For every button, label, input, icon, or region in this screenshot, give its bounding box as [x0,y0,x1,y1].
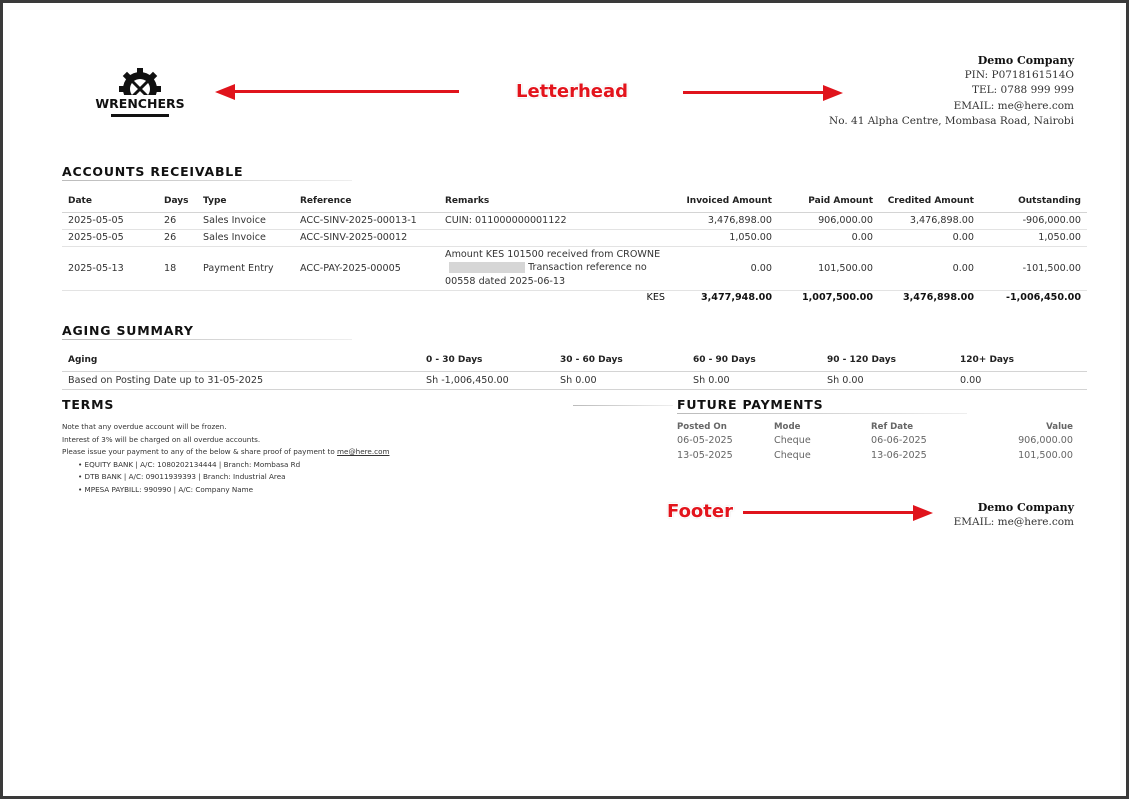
cell-invoiced: 3,476,898.00 [671,212,778,229]
cell-mode: Cheque [774,450,811,461]
cell-invoiced: 0.00 [671,246,778,290]
cell-reference: ACC-SINV-2025-00013-1 [294,212,439,229]
terms-title: TERMS [62,397,115,412]
footer-email: EMAIL: me@here.com [953,516,1074,528]
cell-invoiced: 1,050.00 [671,229,778,246]
table-header-row [62,349,1087,371]
cell-30-60: Sh 0.00 [554,371,687,389]
table-row [677,433,1073,448]
company-letterhead [829,53,1074,129]
cell-type: Sales Invoice [197,212,294,229]
cell-90-120: Sh 0.00 [821,371,954,389]
letterhead-left-arrowhead [215,84,235,100]
cell-date: 2025-05-05 [62,212,158,229]
col-type: Type [197,190,294,212]
col-120-plus: 120+ Days [954,349,1087,371]
col-mode: Mode [774,421,801,432]
cell-outstanding: 1,050.00 [980,229,1087,246]
cell-0-30: Sh -1,006,450.00 [420,371,554,389]
terms-line: Interest of 3% will be charged on all overdue accounts. [62,434,261,444]
table-row [62,229,1087,246]
cell-remarks [439,246,671,290]
wrenchers-logo [95,67,185,123]
bank-item: • DTB BANK | A/C: 09011939393 | Branch: Industrial Area [78,471,389,484]
cell-60-90: Sh 0.00 [687,371,821,389]
cell-paid: 0.00 [778,229,879,246]
letterhead-left-arrow [233,90,459,93]
cell-credited: 0.00 [879,246,980,290]
col-date: Date [62,190,158,212]
company-email: EMAIL: me@here.com [953,99,1074,112]
col-days: Days [158,190,197,212]
cell-reference: ACC-SINV-2025-00012 [294,229,439,246]
col-90-120: 90 - 120 Days [821,349,954,371]
cell-ref-date: 13-06-2025 [871,450,927,461]
cell-outstanding: -101,500.00 [980,246,1087,290]
cell-outstanding: -906,000.00 [980,212,1087,229]
company-pin: PIN: P0718161514O [964,69,1074,82]
footer-company-name: Demo Company [977,501,1074,514]
cell-type: Sales Invoice [197,229,294,246]
col-0-30: 0 - 30 Days [420,349,554,371]
cell-days: 26 [158,212,197,229]
letterhead-annotation: Letterhead [516,81,629,102]
total-row [62,290,1087,304]
future-payments-table [677,420,1073,463]
table-row [62,212,1087,229]
terms-line: Please issue your payment to any of the below & share proof of payment to me@here.com [62,447,390,457]
cell-date: 2025-05-13 [62,246,158,290]
cell-paid: 906,000.00 [778,212,879,229]
col-outstanding: Outstanding [980,190,1087,212]
cell-reference: ACC-PAY-2025-00005 [294,246,439,290]
col-ref-date: Ref Date [871,421,914,432]
terms-text [62,421,389,497]
col-posted-on: Posted On [677,421,727,432]
col-reference: Reference [294,190,439,212]
table-header-row [677,420,1073,433]
svg-text:WRENCHERS: WRENCHERS [95,96,185,111]
col-invoiced: Invoiced Amount [671,190,778,212]
cell-paid: 101,500.00 [778,246,879,290]
table-row [677,448,1073,463]
col-30-60: 30 - 60 Days [554,349,687,371]
terms-rule [573,405,673,406]
total-credited: 3,476,898.00 [902,291,974,303]
total-currency: KES [646,291,665,303]
accounts-receivable-rule [62,180,352,181]
col-value: Value [1046,421,1073,432]
cell-ref-date: 06-06-2025 [871,435,927,446]
bank-item: • MPESA PAYBILL: 990990 | A/C: Company Name [78,484,389,497]
bank-list [62,459,389,497]
terms-line: Note that any overdue account will be frozen. [62,422,227,431]
cell-value: 101,500.00 [1018,450,1073,461]
cell-days: 18 [158,246,197,290]
bank-item: • EQUITY BANK | A/C: 1080202134444 | Branch: Mombasa Rd [78,459,389,472]
future-payments-rule [677,413,967,414]
total-invoiced: 3,477,948.00 [700,291,772,303]
cell-aging-basis: Based on Posting Date up to 31-05-2025 [62,371,420,389]
table-row [62,371,1087,389]
aging-summary-title: AGING SUMMARY [62,323,194,338]
remarks-line: Amount KES 101500 received from CROWNE [445,248,661,260]
company-tel: TEL: 0788 999 999 [972,84,1074,97]
cell-posted-on: 06-05-2025 [677,435,733,446]
redacted-text [449,262,525,273]
col-credited: Credited Amount [879,190,980,212]
cell-mode: Cheque [774,435,811,446]
table-row [62,246,1087,290]
aging-summary-rule [62,339,352,340]
company-footer [954,500,1074,530]
future-payments-title: FUTURE PAYMENTS [677,397,824,412]
email-link[interactable]: me@here.com [337,447,390,457]
col-paid: Paid Amount [778,190,879,212]
company-name: Demo Company [977,54,1074,67]
accounts-receivable-title: ACCOUNTS RECEIVABLE [62,164,244,179]
col-remarks: Remarks [439,190,671,212]
table-header-row [62,190,1087,212]
cell-credited: 0.00 [879,229,980,246]
cell-120-plus: 0.00 [954,371,1087,389]
remarks-line: Transaction reference no [528,262,647,274]
col-aging: Aging [62,349,420,371]
cell-value: 906,000.00 [1018,435,1073,446]
footer-arrow [743,511,915,514]
total-outstanding: -1,006,450.00 [1006,291,1081,303]
col-60-90: 60 - 90 Days [687,349,821,371]
accounts-receivable-table [62,190,1087,304]
cell-remarks: CUIN: 011000000001122 [439,212,671,229]
letterhead-right-arrow [683,91,825,94]
footer-arrowhead [913,505,933,521]
footer-annotation: Footer [667,501,733,522]
company-address: No. 41 Alpha Centre, Mombasa Road, Nairobi [829,114,1074,127]
remarks-line: 00558 dated 2025-06-13 [445,275,566,287]
cell-credited: 3,476,898.00 [879,212,980,229]
cell-type: Payment Entry [197,246,294,290]
cell-days: 26 [158,229,197,246]
cell-remarks [439,229,671,246]
aging-summary-table [62,349,1087,390]
total-paid: 1,007,500.00 [801,291,873,303]
cell-posted-on: 13-05-2025 [677,450,733,461]
cell-date: 2025-05-05 [62,229,158,246]
